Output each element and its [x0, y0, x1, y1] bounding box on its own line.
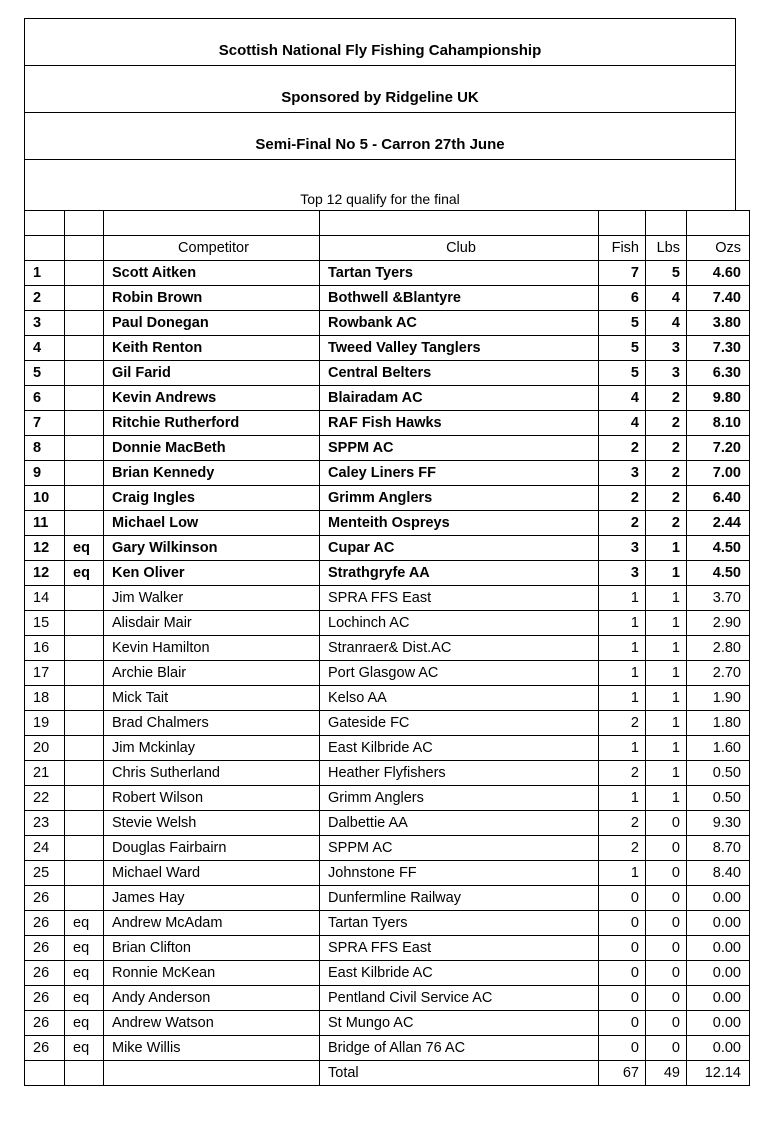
fish-count-cell: 1: [599, 611, 646, 636]
equal-marker-cell: eq: [65, 911, 104, 936]
club-cell: Strathgryfe AA: [320, 561, 599, 586]
position-cell: 4: [25, 336, 65, 361]
table-row: [25, 586, 750, 611]
club-cell: Pentland Civil Service AC: [320, 986, 599, 1011]
lbs-cell: 1: [646, 536, 687, 561]
table-row: [25, 286, 750, 311]
club-cell: SPPM AC: [320, 836, 599, 861]
position-cell: 26: [25, 936, 65, 961]
table-row: [25, 511, 750, 536]
competitor-cell: Michael Ward: [104, 861, 320, 886]
competitor-cell: Jim Walker: [104, 586, 320, 611]
table-row: [25, 836, 750, 861]
position-cell: 9: [25, 461, 65, 486]
club-cell: Port Glasgow AC: [320, 661, 599, 686]
club-cell: Tartan Tyers: [320, 261, 599, 286]
competitor-cell: Mike Willis: [104, 1036, 320, 1061]
ozs-cell: 1.80: [687, 711, 750, 736]
lbs-cell: 1: [646, 561, 687, 586]
club-cell: Johnstone FF: [320, 861, 599, 886]
equal-marker-cell: [65, 636, 104, 661]
club-cell: Bridge of Allan 76 AC: [320, 1036, 599, 1061]
lbs-cell: 2: [646, 486, 687, 511]
fish-count-cell: 0: [599, 986, 646, 1011]
ozs-cell: 6.30: [687, 361, 750, 386]
lbs-cell: 3: [646, 361, 687, 386]
fish-count-cell: 6: [599, 286, 646, 311]
header-eq: [65, 236, 104, 261]
lbs-cell: 0: [646, 1036, 687, 1061]
fish-count-cell: 2: [599, 811, 646, 836]
position-cell: 10: [25, 486, 65, 511]
competitor-cell: Andrew McAdam: [104, 911, 320, 936]
position-cell: 8: [25, 436, 65, 461]
equal-marker-cell: eq: [65, 986, 104, 1011]
ozs-cell: 0.50: [687, 761, 750, 786]
table-row: [25, 411, 750, 436]
competitor-cell: Mick Tait: [104, 686, 320, 711]
empty-cell: [320, 211, 599, 236]
ozs-cell: 0.50: [687, 786, 750, 811]
table-row: [25, 561, 750, 586]
club-cell: Grimm Anglers: [320, 486, 599, 511]
competitor-cell: Ken Oliver: [104, 561, 320, 586]
fish-count-cell: 2: [599, 511, 646, 536]
competitor-cell: Scott Aitken: [104, 261, 320, 286]
table-row: [25, 636, 750, 661]
table-row: [25, 811, 750, 836]
competitor-cell: Andrew Watson: [104, 1011, 320, 1036]
lbs-cell: 5: [646, 261, 687, 286]
spacer-row: [25, 211, 750, 236]
competitor-cell: Michael Low: [104, 511, 320, 536]
table-row: [25, 336, 750, 361]
equal-marker-cell: [65, 511, 104, 536]
club-cell: SPRA FFS East: [320, 586, 599, 611]
lbs-cell: 1: [646, 736, 687, 761]
table-row: [25, 436, 750, 461]
position-cell: 18: [25, 686, 65, 711]
results-sheet: [24, 18, 741, 1086]
table-row: [25, 661, 750, 686]
ozs-cell: 0.00: [687, 986, 750, 1011]
equal-marker-cell: [65, 461, 104, 486]
ozs-cell: 7.40: [687, 286, 750, 311]
competitor-cell: Kevin Andrews: [104, 386, 320, 411]
club-cell: SPRA FFS East: [320, 936, 599, 961]
header-ozs: Ozs: [687, 236, 750, 261]
position-cell: 25: [25, 861, 65, 886]
fish-count-cell: 0: [599, 886, 646, 911]
equal-marker-cell: eq: [65, 561, 104, 586]
equal-marker-cell: [65, 836, 104, 861]
table-row: [25, 936, 750, 961]
equal-marker-cell: [65, 436, 104, 461]
competitor-cell: Robert Wilson: [104, 786, 320, 811]
position-cell: 24: [25, 836, 65, 861]
header-club: Club: [320, 236, 599, 261]
table-row: [25, 761, 750, 786]
club-cell: Dunfermline Railway: [320, 886, 599, 911]
ozs-cell: 6.40: [687, 486, 750, 511]
ozs-cell: 2.44: [687, 511, 750, 536]
lbs-cell: 0: [646, 961, 687, 986]
position-cell: 26: [25, 911, 65, 936]
header-lbs: Lbs: [646, 236, 687, 261]
fish-count-cell: 5: [599, 336, 646, 361]
position-cell: 2: [25, 286, 65, 311]
table-row: [25, 786, 750, 811]
lbs-cell: 2: [646, 511, 687, 536]
lbs-cell: 1: [646, 661, 687, 686]
lbs-cell: 1: [646, 611, 687, 636]
fish-count-cell: 3: [599, 536, 646, 561]
ozs-cell: 2.90: [687, 611, 750, 636]
position-cell: 22: [25, 786, 65, 811]
ozs-cell: 2.80: [687, 636, 750, 661]
ozs-cell: 8.40: [687, 861, 750, 886]
ozs-cell: 7.00: [687, 461, 750, 486]
fish-count-cell: 1: [599, 586, 646, 611]
equal-marker-cell: eq: [65, 536, 104, 561]
position-cell: 26: [25, 1036, 65, 1061]
equal-marker-cell: eq: [65, 961, 104, 986]
header-fish: Fish: [599, 236, 646, 261]
competitor-cell: Donnie MacBeth: [104, 436, 320, 461]
fish-count-cell: 5: [599, 311, 646, 336]
club-cell: RAF Fish Hawks: [320, 411, 599, 436]
empty-cell: [65, 1061, 104, 1086]
equal-marker-cell: [65, 586, 104, 611]
fish-count-cell: 0: [599, 911, 646, 936]
header-competitor: Competitor: [104, 236, 320, 261]
ozs-cell: 8.10: [687, 411, 750, 436]
club-cell: Tartan Tyers: [320, 911, 599, 936]
table-row: [25, 361, 750, 386]
position-cell: 6: [25, 386, 65, 411]
table-row: [25, 711, 750, 736]
table-row: [25, 461, 750, 486]
lbs-cell: 2: [646, 386, 687, 411]
position-cell: 11: [25, 511, 65, 536]
table-row: [25, 311, 750, 336]
ozs-cell: 9.80: [687, 386, 750, 411]
position-cell: 1: [25, 261, 65, 286]
total-label: Total: [320, 1061, 599, 1086]
club-cell: Lochinch AC: [320, 611, 599, 636]
equal-marker-cell: [65, 736, 104, 761]
competitor-cell: Kevin Hamilton: [104, 636, 320, 661]
fish-count-cell: 1: [599, 636, 646, 661]
equal-marker-cell: [65, 611, 104, 636]
lbs-cell: 3: [646, 336, 687, 361]
fish-count-cell: 4: [599, 386, 646, 411]
club-cell: SPPM AC: [320, 436, 599, 461]
ozs-cell: 2.70: [687, 661, 750, 686]
competitor-cell: Ritchie Rutherford: [104, 411, 320, 436]
club-cell: Heather Flyfishers: [320, 761, 599, 786]
competitor-cell: Douglas Fairbairn: [104, 836, 320, 861]
total-row: [25, 1061, 750, 1086]
ozs-cell: 0.00: [687, 1011, 750, 1036]
ozs-cell: 4.50: [687, 536, 750, 561]
ozs-cell: 0.00: [687, 936, 750, 961]
ozs-cell: 4.60: [687, 261, 750, 286]
club-cell: East Kilbride AC: [320, 736, 599, 761]
equal-marker-cell: [65, 761, 104, 786]
lbs-cell: 1: [646, 686, 687, 711]
position-cell: 21: [25, 761, 65, 786]
fish-count-cell: 3: [599, 561, 646, 586]
equal-marker-cell: eq: [65, 936, 104, 961]
position-cell: 15: [25, 611, 65, 636]
lbs-cell: 0: [646, 886, 687, 911]
club-cell: Gateside FC: [320, 711, 599, 736]
equal-marker-cell: eq: [65, 1036, 104, 1061]
lbs-cell: 0: [646, 986, 687, 1011]
competitor-cell: Chris Sutherland: [104, 761, 320, 786]
equal-marker-cell: [65, 711, 104, 736]
table-row: [25, 261, 750, 286]
header-position: [25, 236, 65, 261]
position-cell: 19: [25, 711, 65, 736]
table-row: [25, 1011, 750, 1036]
competitor-cell: Keith Renton: [104, 336, 320, 361]
ozs-cell: 9.30: [687, 811, 750, 836]
fish-count-cell: 3: [599, 461, 646, 486]
table-row: [25, 611, 750, 636]
lbs-cell: 1: [646, 786, 687, 811]
position-cell: 26: [25, 986, 65, 1011]
equal-marker-cell: [65, 661, 104, 686]
empty-cell: [646, 211, 687, 236]
lbs-cell: 1: [646, 636, 687, 661]
competitor-cell: Brad Chalmers: [104, 711, 320, 736]
lbs-cell: 2: [646, 461, 687, 486]
fish-count-cell: 1: [599, 661, 646, 686]
ozs-cell: 7.30: [687, 336, 750, 361]
table-row: [25, 911, 750, 936]
table-row: [25, 986, 750, 1011]
club-cell: Rowbank AC: [320, 311, 599, 336]
fish-count-cell: 0: [599, 961, 646, 986]
ozs-cell: 3.80: [687, 311, 750, 336]
results-table: [24, 210, 750, 1086]
position-cell: 3: [25, 311, 65, 336]
table-row: [25, 961, 750, 986]
ozs-cell: 7.20: [687, 436, 750, 461]
fish-count-cell: 7: [599, 261, 646, 286]
club-cell: Tweed Valley Tanglers: [320, 336, 599, 361]
lbs-cell: 2: [646, 436, 687, 461]
fish-count-cell: 1: [599, 861, 646, 886]
empty-cell: [104, 211, 320, 236]
competitor-cell: Andy Anderson: [104, 986, 320, 1011]
event-line: Semi-Final No 5 - Carron 27th June: [24, 112, 736, 159]
lbs-cell: 0: [646, 1011, 687, 1036]
position-cell: 14: [25, 586, 65, 611]
club-cell: Menteith Ospreys: [320, 511, 599, 536]
fish-count-cell: 2: [599, 486, 646, 511]
lbs-cell: 0: [646, 861, 687, 886]
fish-count-cell: 5: [599, 361, 646, 386]
lbs-cell: 2: [646, 411, 687, 436]
fish-count-cell: 0: [599, 936, 646, 961]
club-cell: East Kilbride AC: [320, 961, 599, 986]
competitor-cell: Gil Farid: [104, 361, 320, 386]
competitor-cell: Paul Donegan: [104, 311, 320, 336]
equal-marker-cell: [65, 811, 104, 836]
column-header-row: [25, 236, 750, 261]
club-cell: Grimm Anglers: [320, 786, 599, 811]
position-cell: 12: [25, 561, 65, 586]
position-cell: 12: [25, 536, 65, 561]
fish-count-cell: 1: [599, 786, 646, 811]
equal-marker-cell: [65, 886, 104, 911]
lbs-cell: 1: [646, 761, 687, 786]
competitor-cell: Jim Mckinlay: [104, 736, 320, 761]
club-cell: Dalbettie AA: [320, 811, 599, 836]
position-cell: 7: [25, 411, 65, 436]
competitor-cell: Archie Blair: [104, 661, 320, 686]
qualification-note: Top 12 qualify for the final: [24, 159, 736, 210]
table-row: [25, 486, 750, 511]
equal-marker-cell: eq: [65, 1011, 104, 1036]
ozs-cell: 8.70: [687, 836, 750, 861]
lbs-cell: 0: [646, 836, 687, 861]
position-cell: 26: [25, 886, 65, 911]
lbs-cell: 1: [646, 586, 687, 611]
competitor-cell: Brian Clifton: [104, 936, 320, 961]
total-lbs: 49: [646, 1061, 687, 1086]
club-cell: Stranraer& Dist.AC: [320, 636, 599, 661]
table-row: [25, 1036, 750, 1061]
club-cell: Bothwell &Blantyre: [320, 286, 599, 311]
fish-count-cell: 2: [599, 711, 646, 736]
lbs-cell: 0: [646, 936, 687, 961]
empty-cell: [104, 1061, 320, 1086]
fish-count-cell: 0: [599, 1011, 646, 1036]
position-cell: 26: [25, 961, 65, 986]
equal-marker-cell: [65, 361, 104, 386]
equal-marker-cell: [65, 686, 104, 711]
lbs-cell: 0: [646, 811, 687, 836]
position-cell: 5: [25, 361, 65, 386]
competitor-cell: James Hay: [104, 886, 320, 911]
position-cell: 17: [25, 661, 65, 686]
table-row: [25, 536, 750, 561]
ozs-cell: 0.00: [687, 961, 750, 986]
equal-marker-cell: [65, 286, 104, 311]
empty-cell: [599, 211, 646, 236]
competitor-cell: Stevie Welsh: [104, 811, 320, 836]
sponsor-line: Sponsored by Ridgeline UK: [24, 65, 736, 112]
club-cell: Caley Liners FF: [320, 461, 599, 486]
empty-cell: [687, 211, 750, 236]
lbs-cell: 4: [646, 311, 687, 336]
empty-cell: [65, 211, 104, 236]
club-cell: Cupar AC: [320, 536, 599, 561]
competitor-cell: Brian Kennedy: [104, 461, 320, 486]
total-fish: 67: [599, 1061, 646, 1086]
competitor-cell: Alisdair Mair: [104, 611, 320, 636]
lbs-cell: 1: [646, 711, 687, 736]
position-cell: 16: [25, 636, 65, 661]
equal-marker-cell: [65, 861, 104, 886]
ozs-cell: 1.90: [687, 686, 750, 711]
table-row: [25, 736, 750, 761]
fish-count-cell: 1: [599, 736, 646, 761]
equal-marker-cell: [65, 261, 104, 286]
fish-count-cell: 0: [599, 1036, 646, 1061]
ozs-cell: 0.00: [687, 1036, 750, 1061]
lbs-cell: 4: [646, 286, 687, 311]
equal-marker-cell: [65, 336, 104, 361]
fish-count-cell: 1: [599, 686, 646, 711]
document-title: Scottish National Fly Fishing Cahampionship: [24, 18, 736, 65]
position-cell: 26: [25, 1011, 65, 1036]
ozs-cell: 4.50: [687, 561, 750, 586]
equal-marker-cell: [65, 411, 104, 436]
competitor-cell: Ronnie McKean: [104, 961, 320, 986]
ozs-cell: 0.00: [687, 911, 750, 936]
club-cell: St Mungo AC: [320, 1011, 599, 1036]
position-cell: 20: [25, 736, 65, 761]
table-row: [25, 886, 750, 911]
competitor-cell: Craig Ingles: [104, 486, 320, 511]
lbs-cell: 0: [646, 911, 687, 936]
competitor-cell: Gary Wilkinson: [104, 536, 320, 561]
club-cell: Kelso AA: [320, 686, 599, 711]
fish-count-cell: 4: [599, 411, 646, 436]
table-row: [25, 386, 750, 411]
competitor-cell: Robin Brown: [104, 286, 320, 311]
fish-count-cell: 2: [599, 836, 646, 861]
empty-cell: [25, 1061, 65, 1086]
equal-marker-cell: [65, 311, 104, 336]
club-cell: Central Belters: [320, 361, 599, 386]
ozs-cell: 3.70: [687, 586, 750, 611]
empty-cell: [25, 211, 65, 236]
total-ozs: 12.14: [687, 1061, 750, 1086]
equal-marker-cell: [65, 486, 104, 511]
ozs-cell: 1.60: [687, 736, 750, 761]
equal-marker-cell: [65, 386, 104, 411]
position-cell: 23: [25, 811, 65, 836]
table-row: [25, 686, 750, 711]
fish-count-cell: 2: [599, 436, 646, 461]
club-cell: Blairadam AC: [320, 386, 599, 411]
ozs-cell: 0.00: [687, 886, 750, 911]
table-row: [25, 861, 750, 886]
equal-marker-cell: [65, 786, 104, 811]
fish-count-cell: 2: [599, 761, 646, 786]
